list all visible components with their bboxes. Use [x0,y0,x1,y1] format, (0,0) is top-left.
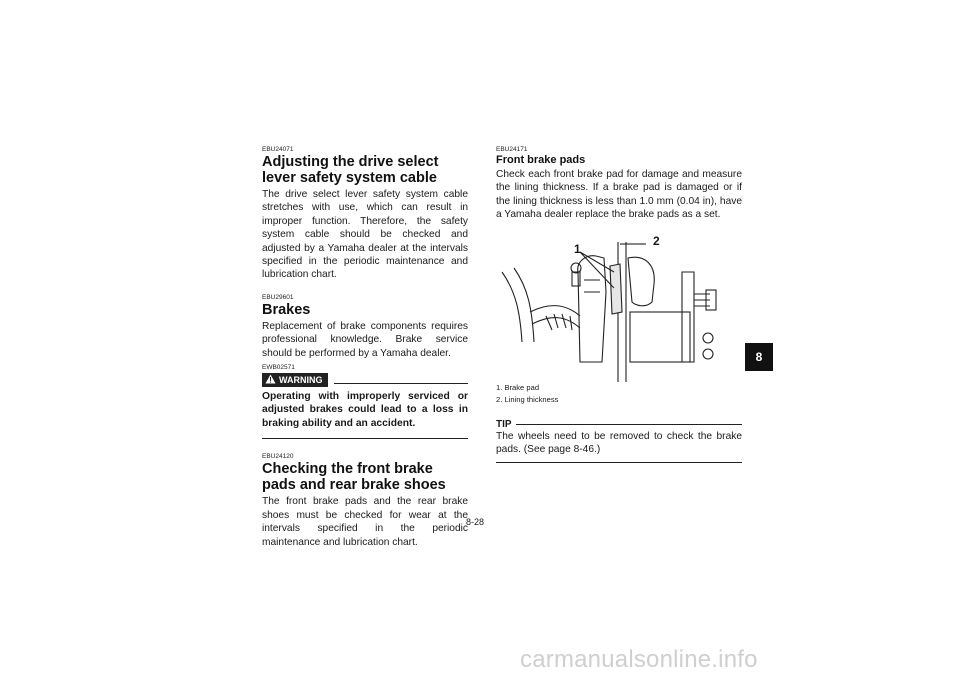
section-body: The front brake pads and the rear brake shoes must be checked for wear at the intervals specified in the periodic maintenance and lubrication chart. [262,496,468,548]
section-body: Replacement of brake components requires professional knowledge. Brake service should be performed by a Yamaha dealer. [262,320,468,359]
brake-pad-illustration [496,232,742,382]
warning-badge [262,373,328,387]
figure-label: 2 [653,233,660,248]
warning-label: WARNING [279,375,323,386]
divider [516,424,742,425]
divider [334,383,469,384]
warning-text: Operating with improperly serviced or adjusted brakes could lead to a loss in braking ability and an accident. [262,391,468,429]
divider [262,438,468,439]
section-body: Check each front brake pad for damage and measure the lining thickness. If a brake pad is damaged or if the lining thickness is less than 1.0 mm (0.04 in), have a Yamaha dealer replace the brake pads as a set. [496,169,742,221]
tip-header [496,419,742,430]
chapter-tab: 8 [745,343,773,371]
section-code: EBU24071 [262,146,294,153]
left-column [262,146,468,549]
section-code: EBU29601 [262,293,294,301]
right-column [496,146,742,463]
warning-code: EWB02571 [262,364,295,372]
section-code: EBU24171 [496,146,528,153]
section-code: EBU24120 [262,453,294,461]
divider [496,462,742,463]
warning-header [262,373,468,387]
watermark: carmanualsonline.info [520,646,758,673]
figure-label: 1 [574,241,581,256]
section-title: Front brake pads [496,154,586,166]
tip-text: The wheels need to be removed to check the brake pads. (See page 8-46.) [496,430,742,456]
caption: 1. Brake pad [496,382,540,392]
section-title: Brakes [262,301,311,318]
section-title: Adjusting the drive select lever safety system cable [262,154,439,186]
caption: 2. Lining thickness [496,394,559,404]
warning-triangle-icon [265,374,276,386]
section-title: Checking the front brake pads and rear brake shoes [262,461,446,494]
tip-label: TIP [496,418,512,430]
page-number: 8-28 [466,517,485,527]
section-body: The drive select lever safety system cable stretches with use, which can result in improper function. Therefore, the safety system cable should be checked and adjusted by a Yamaha dealer at the intervals specified in the periodic maintenance and lubrication chart. [262,189,468,281]
